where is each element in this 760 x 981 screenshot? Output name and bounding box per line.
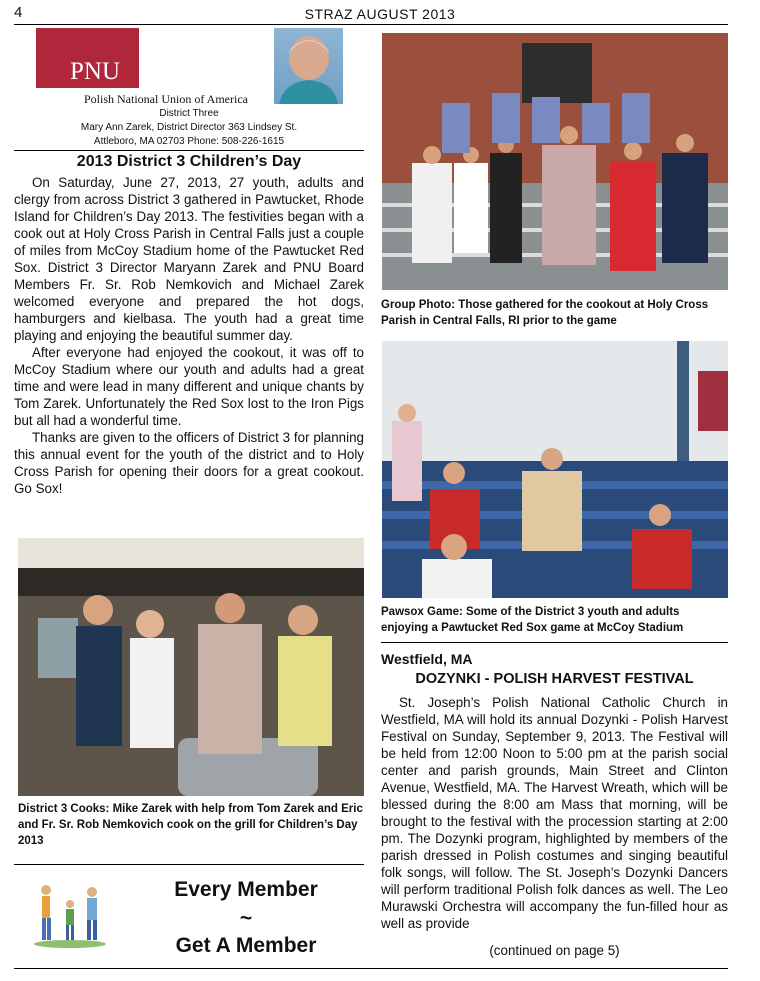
pawsox-caption: Pawsox Game: Some of the District 3 youth and adults enjoying a Pawtucket Red Sox game at McCoy Stadium <box>381 606 684 634</box>
article-location: Westfield, MA <box>381 651 473 667</box>
pnu-logo-text: PNU <box>70 58 121 85</box>
divider <box>14 864 364 865</box>
newspaper-title: STRAZ AUGUST 2013 <box>304 6 456 22</box>
address-line: Attleboro, MA 02703 Phone: 508-226-1615 <box>93 136 285 147</box>
cooks-photo <box>18 538 364 796</box>
divider <box>381 642 728 643</box>
article-paragraph: St. Joseph’s Polish National Catholic Church in Westfield, MA will hold its annual Dozynki - Polish Harvest Festival on Sunday, September 9, 2013. The Festival will be held from 12:00 Noon to 5:00 pm at the parish social center and parish grounds, Main Street and Clinton Avenue, Westfield, MA. The Harvest Wreath, which will be blessed during the 8:00 am Mass that morning, will be brought to the festival with the procession starting at 2:00 pm. The Dozynki program, highlighted by members of the parish dressed in Polish costumes and singing beautiful folk songs, will follow. The St. Joseph’s Dozynki Dancers will perform traditional Polish folk dances as well. The Leo Murawski Orchestra will accompany the fun-filled hour as well as provide <box>381 695 728 931</box>
family-clipart <box>30 880 110 950</box>
article-title: 2013 District 3 Children’s Day <box>76 153 302 170</box>
page-number: 4 <box>14 4 23 21</box>
divider <box>14 150 364 151</box>
article-paragraph: After everyone had enjoyed the cookout, it was off to McCoy Stadium where our youth and adults had a great time and were lead in many different and unique chants by Tom Zarek. Unfortunately the Red Sox lost to the Iron Pigs but all had a wonderful time. <box>14 345 364 428</box>
slogan-line: Every Member <box>174 878 318 901</box>
footer-rule <box>14 968 728 969</box>
article-title: DOZYNKI - POLISH HARVEST FESTIVAL <box>415 671 694 687</box>
family-clipart-image <box>30 880 110 950</box>
article-paragraph: Thanks are given to the officers of District 3 for planning this annual event for the youth of the district and to Holy Cross Parish for opening their doors for a great cookout. Go Sox! <box>14 430 364 496</box>
article-body <box>381 694 728 932</box>
article-body <box>14 174 364 497</box>
district-label: District Three <box>159 108 219 119</box>
pawsox-photo-image <box>382 341 728 598</box>
cooks-photo-image <box>18 538 364 796</box>
article-paragraph: On Saturday, June 27, 2013, 27 youth, adults and clergy from across District 3 gathered in Pawtucket, Rhode Island for Children’s Day 2013. The festivities began with a cook out at Holy Cross Parish in Central Falls just a couple of miles from McCoy Stadium home of the Pawtucket Red Sox. District 3 Director Maryann Zarek and PNU Board Members Fr. Sr. Rob Nemkovich and Michael Zarek welcomed everyone and prepared the hot dogs, hamburgers and kielbasa. The youth had a great time playing and enjoying the beautiful summer day. <box>14 175 364 343</box>
org-name: Polish National Union of America <box>84 92 248 106</box>
director-line: Mary Ann Zarek, District Director 363 Lindsey St. <box>80 122 298 133</box>
continued-note: (continued on page 5) <box>489 943 620 958</box>
cooks-caption: District 3 Cooks: Mike Zarek with help from Tom Zarek and Eric and Fr. Sr. Rob Nemkovich cook on the grill for Children’s Day 2013 <box>18 803 363 847</box>
group-caption: Group Photo: Those gathered for the cookout at Holy Cross Parish in Central Falls, RI prior to the game <box>381 299 709 327</box>
header-rule <box>14 24 728 25</box>
pnu-logo <box>36 28 139 88</box>
group-photo-image <box>382 33 728 290</box>
slogan-line: Get A Member <box>175 934 317 957</box>
group-photo <box>382 33 728 290</box>
slogan-tilde: ~ <box>239 907 253 930</box>
pawsox-photo <box>382 341 728 598</box>
